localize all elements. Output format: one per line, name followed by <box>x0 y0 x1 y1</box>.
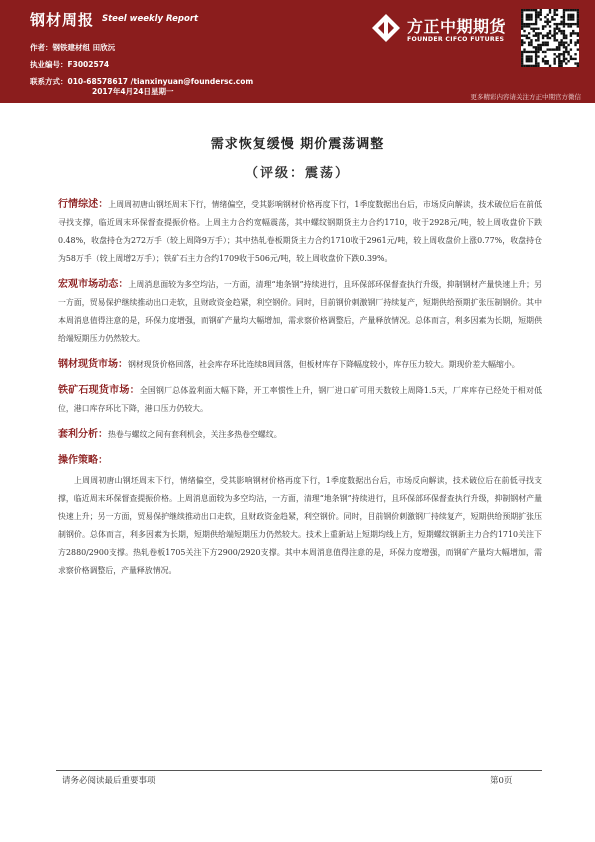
page-number: 第0页 <box>490 776 513 786</box>
author-info <box>30 39 253 90</box>
report-date: 2017年4月24日星期一 <box>92 87 174 96</box>
logo-english-name: FOUNDER CIFCO FUTURES <box>407 36 505 43</box>
logo-chinese-name: 方正中期期货 <box>407 17 507 36</box>
report-type-subtitle: Steel weekly Report <box>102 14 199 24</box>
strategy-text: 上周周初唐山钢坯周末下行，情绪偏空，受其影响钢材价格再度下行，1季度数据出台后，市场反向解读，技术破位后在前低寻找支撑，临近周末环保督查提振价格。上周消息面较为多空均沾，一方面，清理“地条钢”持续进行，且环保部环保督查执行升级，抑制钢材产量快速上升；另一方面，贸易保护继续推动出口走软，且财政资金趋紧，利空钢价。同时，目前钢价刺激钢厂持续复产，短期供给预期扩张压制钢价。总体而言，利多因素为长期，短期供给端短期压力仍然较大。技术上重新站上短期均线上方，短期螺纹钢新主力合约1710关注下方2880/2900支撑。热轧卷板1705关注下方2900/2920支撑。其中本周消息值得注意的是，环保力度增强，而钢矿产量均大幅增加，需求察价格调整后，产量释放情况。 <box>58 476 542 575</box>
wechat-qr-code <box>521 9 579 67</box>
footer-divider <box>56 770 542 771</box>
qr-code-icon <box>521 9 579 67</box>
report-header <box>0 0 595 103</box>
arbitrage-label: 套利分析： <box>58 429 108 440</box>
license-line: 执业编号：F3002574 <box>30 60 110 69</box>
strategy-label: 操作策略： <box>58 455 108 466</box>
author-line: 作者：钢铁建材组 田欣沅 <box>30 43 116 52</box>
arbitrage-paragraph <box>58 426 542 444</box>
macro-label: 宏观市场动态： <box>58 279 129 290</box>
founder-logo-icon <box>371 13 401 43</box>
arbitrage-text: 热卷与螺纹之间有套利机会，关注多热卷空螺纹。 <box>108 430 282 439</box>
spot-label: 钢材现货市场： <box>58 359 128 370</box>
company-logo <box>371 13 505 49</box>
overview-paragraph <box>58 196 542 268</box>
spot-paragraph <box>58 356 542 374</box>
contact-line: 联系方式：010-68578617 /tianxinyuan@foundersc.com <box>30 77 254 86</box>
macro-paragraph <box>58 276 542 348</box>
ore-paragraph <box>58 382 542 418</box>
overview-label: 行情综述： <box>58 199 109 210</box>
ore-label: 铁矿石现货市场： <box>58 385 140 396</box>
overview-text: 上周周初唐山钢坯周末下行，情绪偏空，受其影响钢材价格再度下行，1季度数据出台后，市场反向解读，技术破位后在前低寻找支撑，临近周末环保督查提振价格。上周主力合约宽幅震荡，其中螺纹钢期货主力合约1710，收于2928元/吨，较上周收盘价下跌0.48%，收盘持仓为272万手（较上周降9万手）；其中热轧卷板期货主力合约1710收于2961元/吨，较上周收盘价上涨0.77%，收盘持仓为58万手（较上周增2万手）；铁矿石主力合约1709收于506元/吨，较上周收盘价下跌0.39%。 <box>58 200 542 263</box>
report-title: 需求恢复缓慢 期价震荡调整 <box>210 137 385 152</box>
footer-disclaimer: 请务必阅读最后重要事项 <box>62 776 156 786</box>
ore-text: 全国钢厂总体盈利面大幅下降，开工率惯性上升，钢厂进口矿可用天数较上周降1.5天，厂库库存已经处于相对低位，港口库存环比下降，港口压力仍较大。 <box>58 386 542 413</box>
wechat-follow-note: 更多精彩内容请关注方正中期官方微信 <box>470 93 581 101</box>
report-rating: （评级：震荡） <box>244 166 350 181</box>
macro-text: 上周消息面较为多空均沾，一方面，清理“地条钢”持续进行，且环保部环保督查执行升级，抑制钢材产量快速上升；另一方面，贸易保护继续推动出口走软，且财政资金趋紧，利空钢价。同时，目前钢价刺激钢厂持续复产，短期供给预期扩张压制钢价。其中本周消息值得注意的是，环保力度增强，而钢矿产量均大幅增加，需求察价格调整后，产量释放情况。总体而言，利多因素为长期，短期供给端短期压力仍然较大。 <box>58 280 543 343</box>
spot-text: 钢材现货价格回落，社会库存环比连续8周回落，但板材库存下降幅度较小，库存压力较大。期现价差大幅缩小。 <box>128 360 520 369</box>
report-body <box>58 196 542 580</box>
report-type-title: 钢材周报 <box>30 11 95 29</box>
